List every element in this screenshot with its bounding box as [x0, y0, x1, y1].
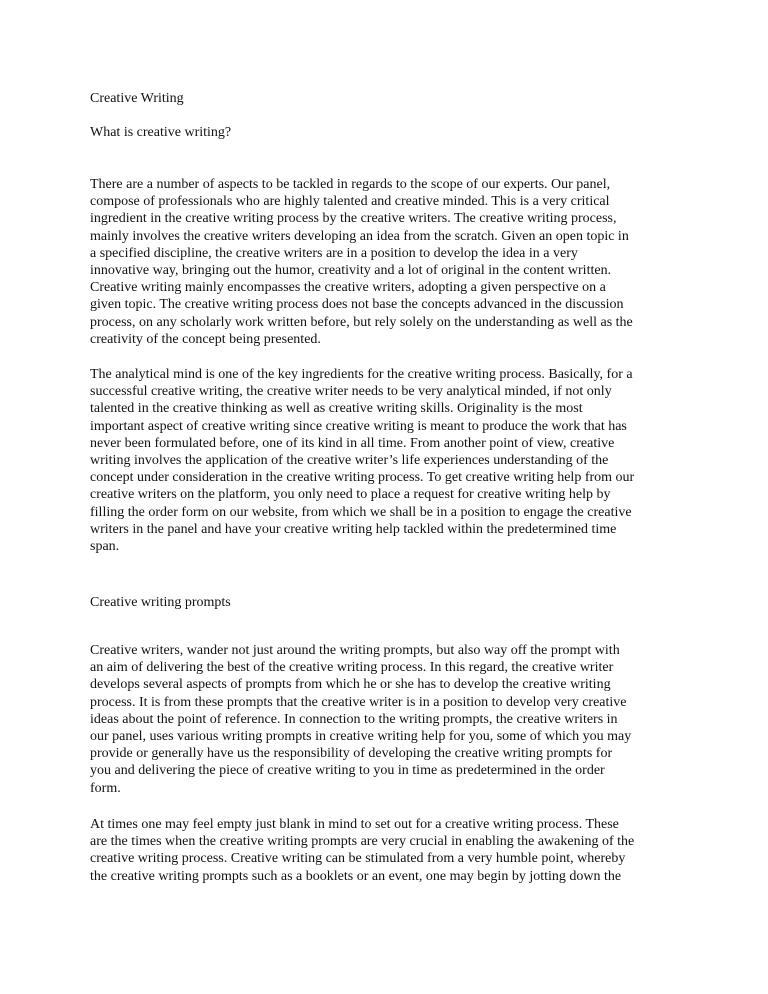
- text-line: writing involves the application of the creative writer’s life experiences understanding of the: [90, 452, 609, 468]
- section1-paragraph2: [90, 366, 634, 555]
- document-title: Creative Writing: [90, 91, 184, 106]
- text-line: At times one may feel empty just blank in mind to set out for a creative writing process. These: [90, 817, 619, 832]
- text-line: ideas about the point of reference. In connection to the writing prompts, the creative writers in: [90, 711, 618, 727]
- section1-paragraph1: [90, 176, 633, 348]
- text-line: mainly involves the creative writers developing an idea from the scratch. Given an open topic in: [90, 228, 629, 244]
- section2-paragraph2: [90, 816, 634, 885]
- text-line: There are a number of aspects to be tackled in regards to the scope of our experts. Our panel,: [90, 177, 611, 192]
- text-line: the creative writing prompts such as a booklets or an event, one may begin by jotting down the: [90, 868, 622, 884]
- text-line: span.: [90, 538, 120, 554]
- text-line: creative writers on the platform, you only need to place a request for creative writing help by: [90, 487, 611, 503]
- text-line: you and delivering the piece of creative writing to you in time as predetermined in the order: [90, 763, 605, 779]
- text-line: important aspect of creative writing since creative writing is meant to produce the work that has: [90, 418, 627, 434]
- section2-paragraph1: [90, 642, 631, 797]
- text-line: writers in the panel and have your creative writing help tackled within the predetermined time: [90, 521, 617, 537]
- text-line: given topic. The creative writing process does not base the concepts advanced in the discussion: [90, 297, 624, 313]
- text-line: The analytical mind is one of the key ingredients for the creative writing process. Basically, for a: [90, 367, 633, 382]
- text-line: creative writing process. Creative writing can be stimulated from a very humble point, whereby: [90, 851, 626, 867]
- text-line: are the times when the creative writing prompts are very crucial in enabling the awakening of the: [90, 834, 635, 850]
- text-line: successful creative writing, the creative writer needs to be very analytical minded, if not only: [90, 384, 612, 400]
- text-line: process, on any scholarly work written before, but rely solely on the understanding as well as the: [90, 314, 633, 330]
- document-question: What is creative writing?: [90, 125, 232, 140]
- text-line: develops several aspects of prompts from which he or she has to develop the creative writing: [90, 677, 611, 693]
- text-line: provide or generally have us the responsibility of developing the creative writing prompts for: [90, 746, 613, 762]
- text-line: concept under consideration in the creative writing process. To get creative writing help from our: [90, 470, 635, 486]
- section-heading-creative-writing-prompts: Creative writing prompts: [90, 595, 231, 610]
- text-line: process. It is from these prompts that the creative writer is in a position to develop very creative: [90, 694, 627, 710]
- text-line: filling the order form on our website, from which we shall be in a position to engage the creative: [90, 504, 632, 520]
- text-line: a specified discipline, the creative writers are in a position to develop the idea in a very: [90, 245, 578, 261]
- text-line: form.: [90, 780, 121, 796]
- text-line: talented in the creative thinking as well as creative writing skills. Originality is the most: [90, 401, 583, 417]
- text-line: ingredient in the creative writing process by the creative writers. The creative writing process,: [90, 211, 617, 227]
- text-line: innovative way, bringing out the humor, creativity and a lot of original in the content written.: [90, 262, 612, 278]
- text-line: our panel, uses various writing prompts in creative writing help for you, some of which you may: [90, 728, 632, 744]
- text-line: compose of professionals who are highly talented and creative minded. This is a very critical: [90, 194, 610, 210]
- text-line: Creative writing mainly encompasses the creative writers, adopting a given perspective on a: [90, 280, 606, 296]
- text-line: an aim of delivering the best of the creative writing process. In this regard, the creative writer: [90, 660, 614, 676]
- text-line: Creative writers, wander not just around the writing prompts, but also way off the prompt with: [90, 643, 620, 658]
- text-line: never been formulated before, one of its kind in all time. From another point of view, creative: [90, 435, 615, 451]
- text-line: creativity of the concept being presented.: [90, 331, 321, 347]
